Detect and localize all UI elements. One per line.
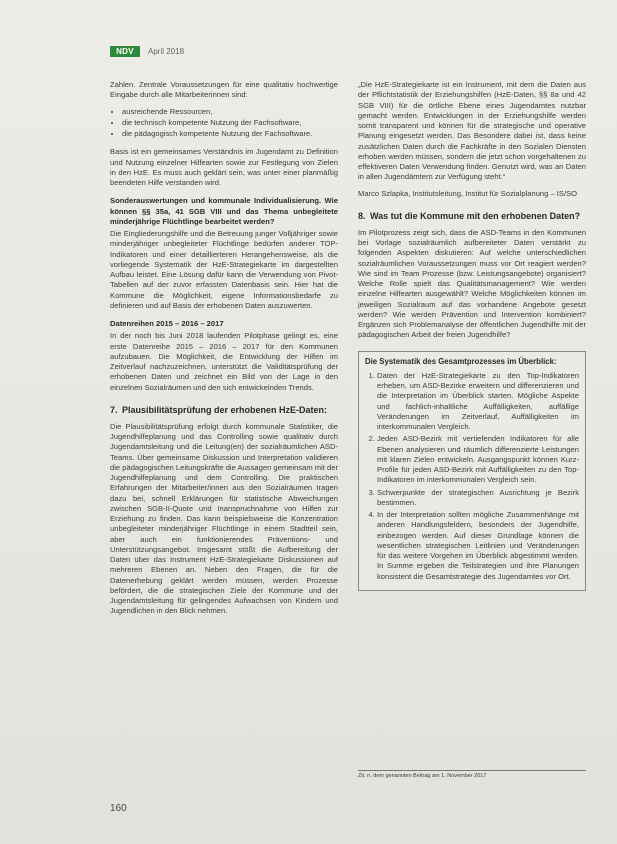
requirements-list [110, 107, 338, 140]
page-number: 160 [110, 803, 127, 814]
paragraph: Basis ist ein gemeinsames Verständnis im Jugendamt zu Definition und Nutzung einzelner Hilfearten sowie zur Festlegung von Zielen in den HzE. Es muss auch geklärt sein, was unter einer planmäßig beendeten Hilfe verstanden wird. [110, 147, 338, 187]
intro-paragraph: Zahlen. Zentrale Voraussetzungen für eine qualitativ hochwertige Eingabe durch alle Mitarbeiterinnen sind: [110, 80, 338, 100]
paragraph: Die Plausibilitätsprüfung erfolgt durch kommunale Statistiker, die Jugendhilfeplanung und das Controlling sowie qualitativ durch Jugendamtsleitung und die Leitung(en) der sozialräumlichen ASD-Teams. Über gemeinsame Diskussion und Interpretation validieren die pädagogischen Leitungskräfte die Aussagen gemeinsam mit der Jugendhilfeplanung und dem Controlling. Die praktischen Erfahrungen der Mitarbeiter/innen aus den Sozialräumen tragen dazu bei, schnell Erklärungen für statistische Abweichungen zwischen SGB-II-Quote und Inanspruchnahme von Hilfen zur Erziehung zu finden. Das kann beispielsweise die Konzentration unbegleiteter minderjähriger Flüchtlinge in einem Stadtteil sein, aber auch ein funktionierendes Präventions- und Unterstützungsangebot. Insgesamt stößt die Aufbereitung der Daten über das Instrument HzE-Strategiekarte Diskussionen auf mehreren Ebenen an. Neben den Fragen, die für die Datenerhebung geklärt werden müssen, werden Prozesse befördert, die die strategischen Ziele der Kommune und der Jugendamtsleitung für gelingendes Aufwachsen von Kindern und Jugendlichen in den Blick nehmen. [110, 421, 338, 616]
list-item: 1. Daten der HzE-Strategiekarte zu den Top-Indikatoren erheben, um ASD-Bezirke erweitern und differenzieren und die Interpretation im Überblick starten. Mögliche Aspekte und fachlich-inhaltliche Auffälligkeiten, auffällige Veränderungen im Zeitverlauf, Auffälligkeiten im interkommunalen Vergleich. [377, 371, 579, 433]
section-number: 7. [110, 404, 118, 415]
section-heading-7 [110, 405, 338, 416]
left-column [110, 80, 338, 623]
issue-date: April 2018 [148, 47, 185, 56]
list-item: 4. In der Interpretation sollten mögliche Zusammenhänge mit anderen Handlungsfeldern, besonders der Jugendhilfe, einbezogen werden. Auf dieser Grundlage können die wesentlichen strategischen Leitlinien und Veränderungen für das weitere Vorgehen im Überblick abgestimmt werden. In Summe ergeben die Teilstrategien und ihre Planungen konsistent die Gesamtstrategie des Jugendamtes vor Ort. [377, 510, 579, 582]
section-title: Plausibilitätsprüfung der erhobenen HzE-Daten: [122, 404, 328, 415]
section-heading-8 [358, 211, 586, 222]
list-item: 3. Schwerpunkte der strategischen Ausrichtung je Bezirk bestimmen. [377, 488, 579, 509]
right-column [358, 80, 586, 591]
list-item: • die pädagogisch kompetente Nutzung der Fachsoftware. [122, 129, 338, 139]
running-header [110, 46, 530, 58]
quote-paragraph: „Die HzE-Strategiekarte ist ein Instrument, mit dem die Daten aus der Pflichtstatistik der Erziehungshilfen (HzE-Daten, §§ 8a und 42 SGB VIII) für die örtliche Ebene eines Jugendamtes nutzbar gemacht werden. Entwicklungen in der Erziehungshilfe werden somit transparent und können für die strategische und operative Planung eingesetzt werden. Das Besondere dabei ist, dass keine zusätzlichen Daten durch die Fachkräfte in den Sozialen Diensten erhoben werden müssen, sondern die jetzt schon vorgehaltenen zu effektiveren Daten Verwendung finden. Genutzt wird, was an Daten in allen Jugendämtern zur Verfügung steht.“ [358, 80, 586, 182]
list-item: • die technisch kompetente Nutzung der Fachsoftware, [122, 118, 338, 128]
section-title: Was tut die Kommune mit den erhobenen Daten? [370, 210, 581, 221]
quote-source: Marco Szlapka, Institutsleitung, Institut für Sozialplanung – IS/SO [358, 188, 578, 198]
box-title: Die Systematik des Gesamtprozesses im Überblick: [365, 356, 557, 366]
paragraph: Im Pilotprozess zeigt sich, dass die ASD-Teams in den Kommunen bei Vorlage sozialräumlich aufbereiteter Daten verstärkt zu folgenden Aspekten diskutieren: Auf welche unterschiedlichen sozialräumlichen Voraussetzungen muss vor Ort reagiert werden? Wie sind im Team Prozesse (bzw. Leistungsangebote) organisiert? Welche Rolle spielt das Qualitätsmanagement? Wie werden einzelne Hilfearten ausgewählt? Welche Möglichkeiten können im jeweiligen Sozialraum auf das vorhandene Angebote gesetzt werden? Wie werden Prävention und Intervention kombiniert? Ergänzen sich Problemanalyse der öffentlichen Jugendhilfe mit der pädagogischen Arbeit der freien Jugendhilfe? [358, 227, 586, 340]
list-item: • ausreichende Ressourcen, [122, 107, 338, 117]
summary-box [358, 351, 586, 591]
paragraph: In der noch bis Juni 2018 laufenden Pilotphase gelingt es, eine erste Datenreihe 2015 – 2016 – 2017 für den Kommunen aufzubauen. Die Möglichkeit, die Entwicklung der Hilfen im Zeitverlauf nachzuzeichnen, unterstützt die Validitätsprüfung der erhobenen Daten und zeichnet ein Bild von der Lage in den einzelnen Sozialräumen und den sich entwickelnden Trends. [110, 331, 338, 392]
journal-badge: NDV [110, 46, 140, 57]
subheading: Datenreihen 2015 – 2016 – 2017 [110, 319, 224, 328]
paragraph: Die Eingliederungshilfe und die Betreuung junger Volljähriger sowie minderjähriger unbegleiteter Flüchtlinge bedürfen anderer TOP-Indikatoren und einer detaillierteren Herangehensweise, als die vorliegende Systematik der HzE-Strategiekarte im dargestellten Aufbau leistet. Eine Lösung dafür kann die Verwendung von Pivot-Tabellen auf der zuvor erfassten Datenbasis sein. Hier hat die Kommune die Möglichkeit, eigene Informationsbedarfe zu definieren und auf Basis der erhobenen Daten auszuwerten. [110, 229, 338, 310]
process-steps [365, 371, 579, 582]
footnote: Zit. n. dem genannten Beitrag am 1. November 2017 [358, 770, 586, 780]
subheading: Sonderauswertungen und kommunale Individualisierung. Wie können §§ 35a, 41 SGB VIII und das Thema unbegleitete minderjährige Flüchtlinge bearbeitet werden? [110, 196, 338, 226]
list-item: 2. Jeden ASD-Bezirk mit vertiefenden Indikatoren für alle Ebenen analysieren und räumlich differenzierte Leistungen mit klaren Zielen entwickeln. Ausgangspunkt können Kurz-Profile für jeden ASD-Bezirk mit Auffälligkeiten zu den Top-Indikatoren im interkommunalen Vergleich sein. [377, 434, 579, 485]
section-number: 8. [358, 210, 366, 221]
